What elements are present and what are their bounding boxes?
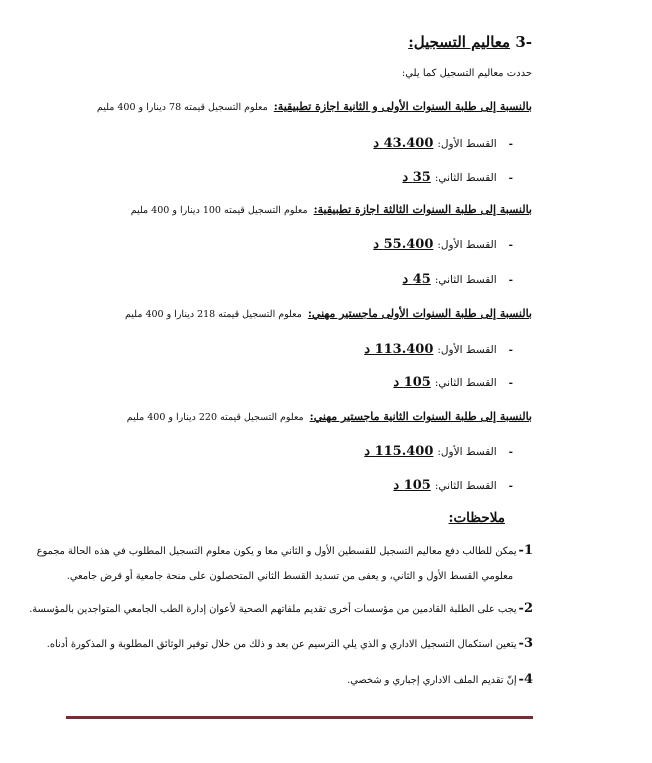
note-text: يجب على الطلبة القادمين من مؤسسات أخرى تقديم ملفاتهم الصحية لأعوان إدارة الطب الجامعي المتواجدين بالمؤسسة.: [29, 604, 517, 615]
installment-amount: 105 د: [393, 478, 431, 493]
installment-row: [402, 272, 513, 287]
installment-amount: 35 د: [402, 170, 431, 185]
group-fee-desc: معلوم التسجيل قيمته 78 دينارا و 400 مليم: [96, 102, 268, 113]
installment-row: [393, 478, 513, 493]
installment-label: القسط الأول:: [437, 239, 497, 251]
bullet-dash: -: [508, 138, 513, 150]
group-title: بالنسبة إلى طلبة السنوات الأولى ماجستير مهني:: [307, 307, 532, 320]
installment-amount: 43.400 د: [373, 136, 434, 151]
bullet-dash: -: [508, 172, 513, 184]
note-text: يتعين استكمال التسجيل الاداري و الذي يلي الترسيم عن بعد و ذلك من خلال توفير الوثائق المطلوبة و المذكورة أدناه.: [46, 639, 517, 650]
installment-label: القسط الثاني:: [434, 274, 497, 286]
bullet-dash: -: [508, 480, 513, 492]
note-number: 3-: [518, 636, 533, 651]
installment-row: [373, 237, 513, 252]
installment-row: [364, 342, 513, 357]
bullet-dash: -: [508, 274, 513, 286]
group-fee-desc: معلوم التسجيل قيمته 218 دينارا و 400 مليم: [124, 309, 302, 320]
group-fee-desc: معلوم التسجيل قيمته 220 دينارا و 400 مليم: [126, 412, 304, 423]
installment-amount: 45 د: [402, 272, 431, 287]
group-heading: [97, 100, 532, 113]
installment-label: القسط الثاني:: [434, 172, 497, 184]
section-heading: [408, 33, 532, 51]
footer-divider: [66, 716, 533, 719]
installment-row: [373, 136, 513, 151]
note-text-continued: معلومي القسط الأول و الثاني، و يعفى من تسديد القسط الثاني المتحصلون على منحة جامعية أو قرض جامعي.: [66, 571, 513, 582]
group-fee-desc: معلوم التسجيل قيمته 100 دينارا و 400 مليم: [130, 205, 308, 216]
bullet-dash: -: [508, 239, 513, 251]
installment-label: القسط الأول:: [437, 138, 497, 150]
group-heading: [131, 203, 532, 216]
installment-row: [402, 170, 513, 185]
group-title: بالنسبة إلى طلبة السنوات الأولى و الثانية اجازة تطبيقية:: [273, 100, 532, 113]
installment-label: القسط الثاني:: [434, 377, 497, 389]
installment-label: القسط الثاني:: [434, 480, 497, 492]
intro-text: حددت معاليم التسجيل كما يلي:: [401, 68, 532, 79]
note-item: [37, 543, 533, 558]
group-title: بالنسبة إلى طلبة السنوات الثالثة اجازة تطبيقية:: [313, 203, 532, 216]
installment-label: القسط الأول:: [437, 344, 497, 356]
section-number: -3: [515, 33, 532, 51]
installment-amount: 55.400 د: [373, 237, 434, 252]
installment-row: [364, 444, 513, 459]
installment-amount: 115.400 د: [364, 444, 434, 459]
note-number: 1-: [518, 543, 533, 558]
note-number: 2-: [518, 601, 533, 616]
installment-amount: 105 د: [393, 375, 431, 390]
bullet-dash: -: [508, 344, 513, 356]
note-item: [347, 672, 533, 687]
group-heading: [125, 307, 532, 320]
section-title: معاليم التسجيل:: [408, 33, 511, 51]
note-number: 4-: [518, 672, 533, 687]
note-text: إنّ تقديم الملف الاداري إجباري و شخصي.: [347, 675, 517, 686]
note-item: [47, 636, 533, 651]
installment-amount: 113.400 د: [364, 342, 434, 357]
notes-title: ملاحظات:: [448, 510, 505, 526]
bullet-dash: -: [508, 446, 513, 458]
installment-label: القسط الأول:: [437, 446, 497, 458]
bullet-dash: -: [508, 377, 513, 389]
note-text: يمكن للطالب دفع معاليم التسجيل للقسطين الأول و الثاني معا و يكون معلوم التسجيل المطلوب في هذه الحالة مجموع: [36, 546, 517, 557]
note-item: [29, 601, 533, 616]
installment-row: [393, 375, 513, 390]
group-title: بالنسبة إلى طلبة السنوات الثانية ماجستير مهني:: [309, 410, 532, 423]
group-heading: [127, 410, 532, 423]
